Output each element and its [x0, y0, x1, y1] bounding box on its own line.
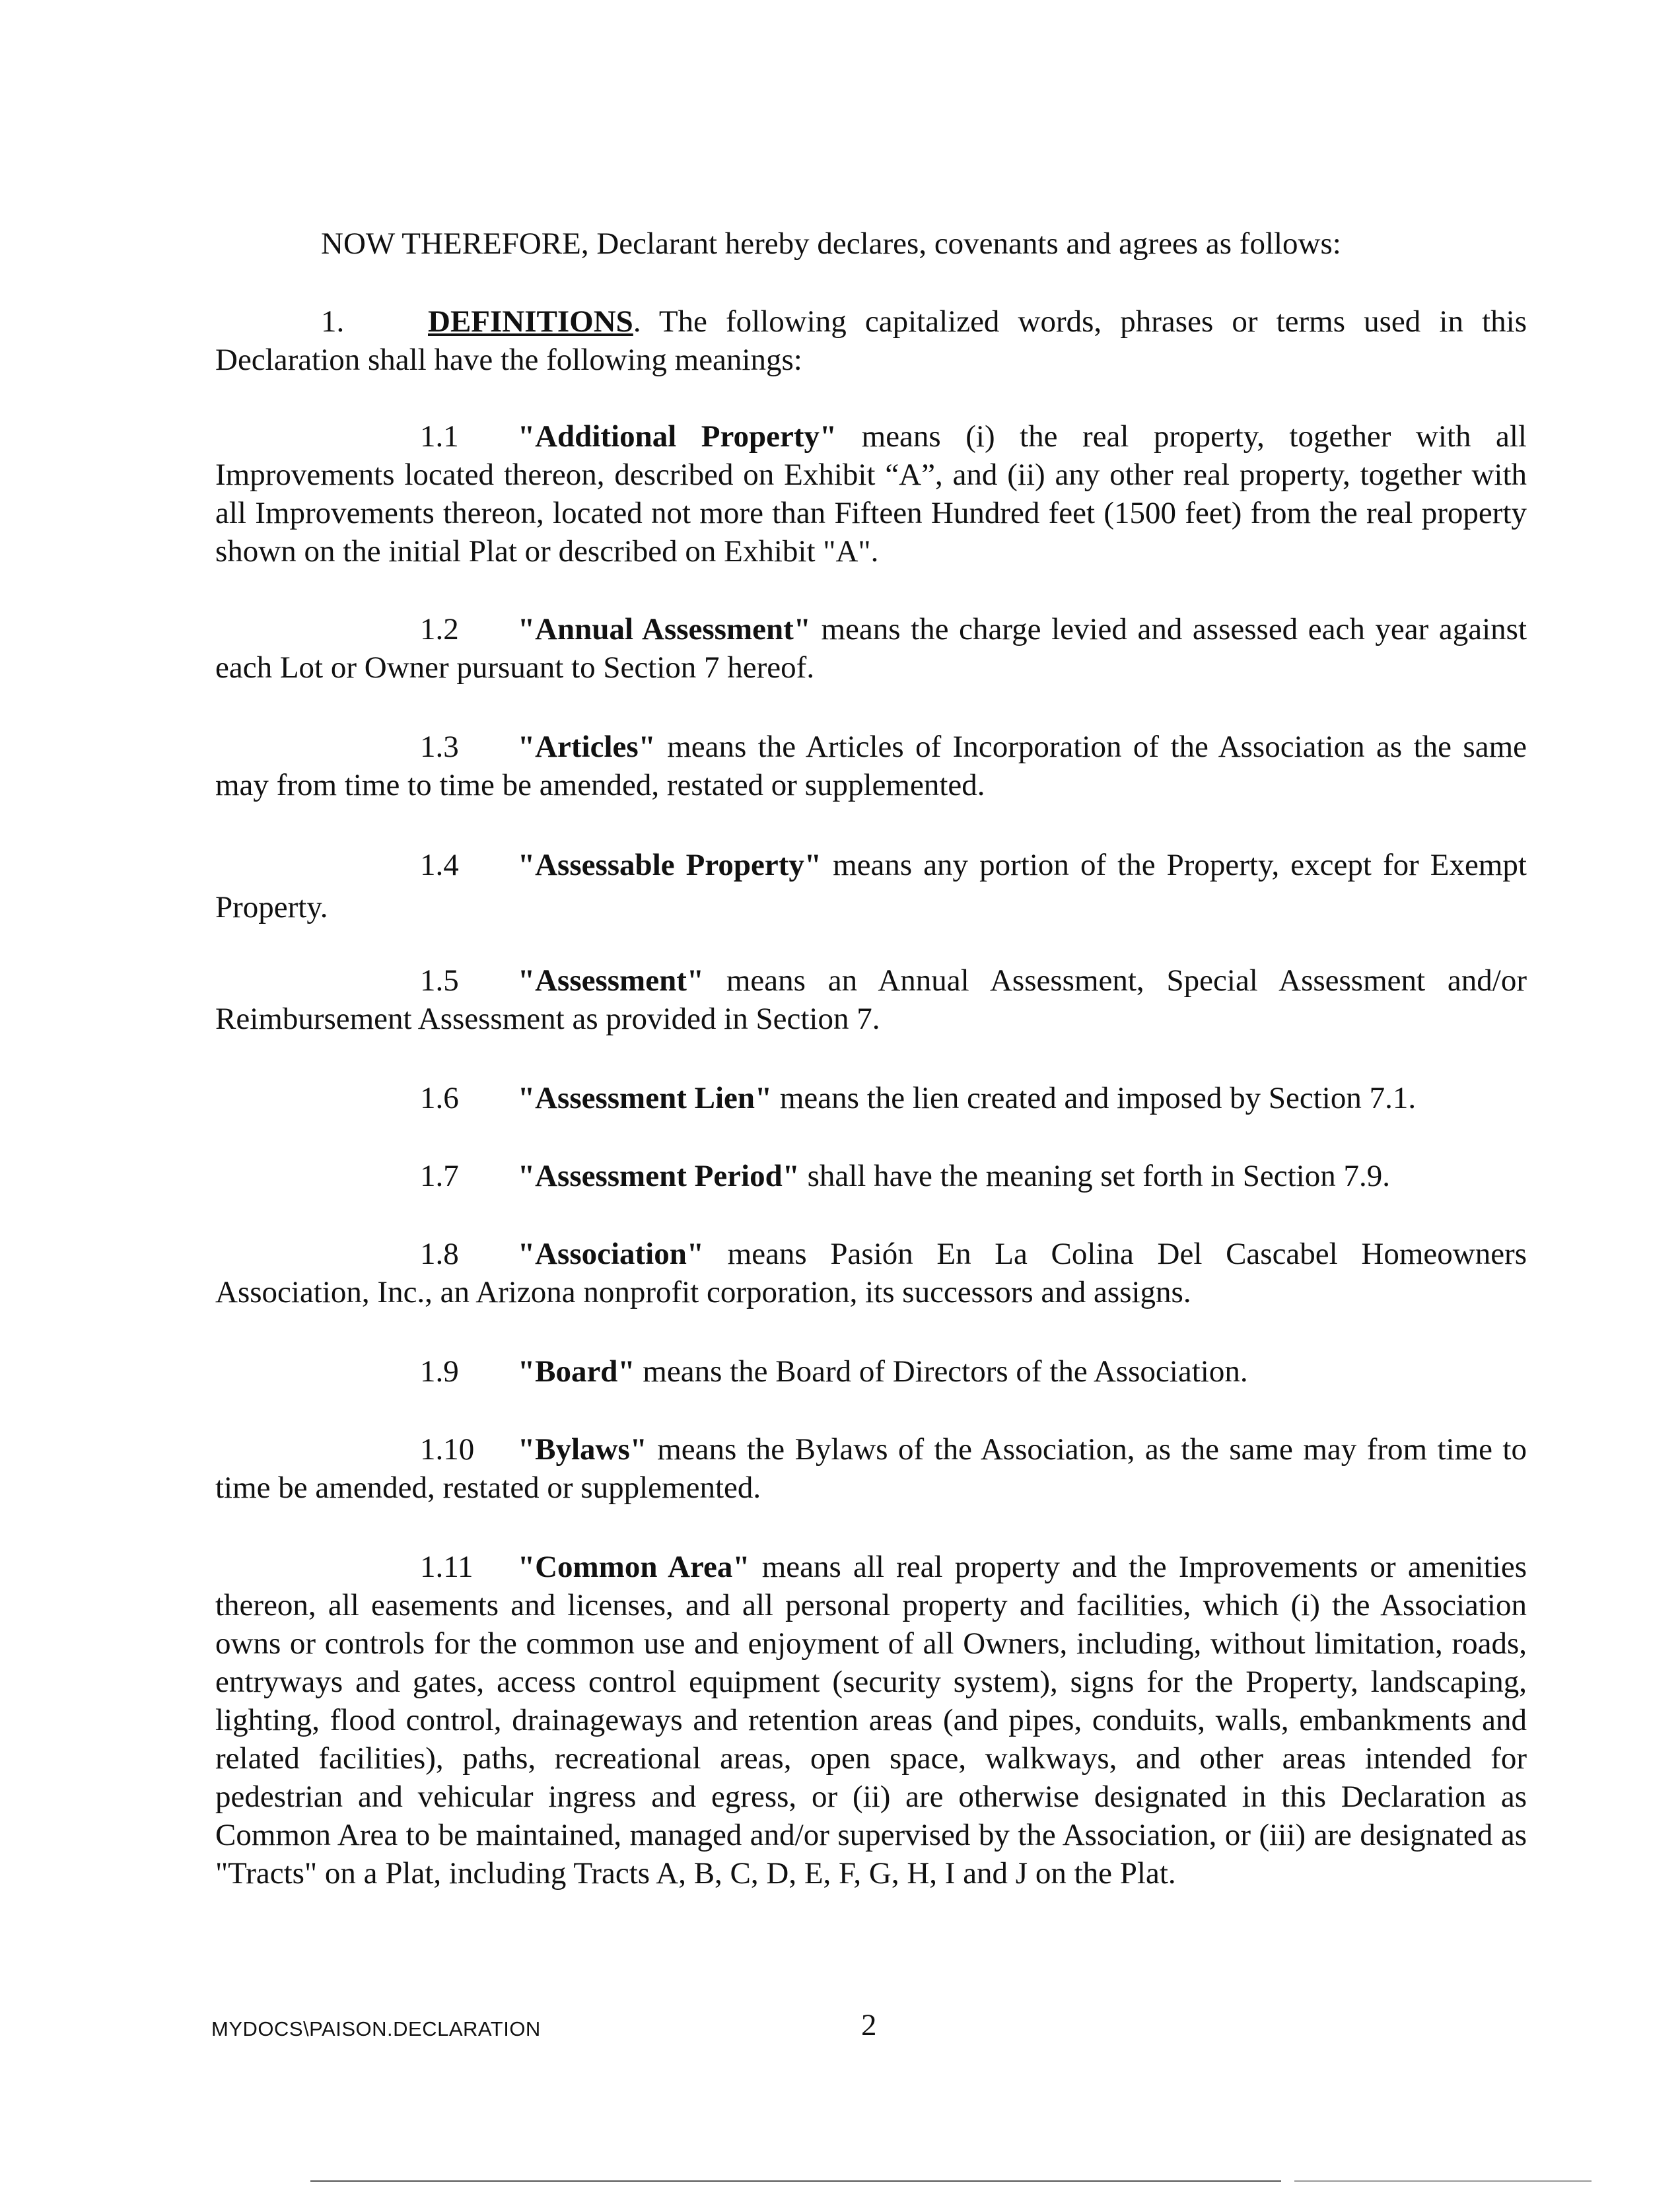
definition-term: "Board": [518, 1354, 635, 1389]
definition-number: 1.8: [420, 1237, 459, 1271]
page-number: 2: [861, 2008, 877, 2042]
definition-item: [215, 844, 1527, 928]
definition-term: "Annual Assessment": [518, 612, 811, 646]
definition-term: "Common Area": [518, 1550, 750, 1584]
section-number: 1.: [321, 304, 345, 339]
definition-text: means the Articles of Incorporation of the Association as the same may from time to time be amended, restated or supplemented.: [215, 730, 1527, 802]
definition-number: 1.10: [420, 1432, 475, 1467]
definition-term: "Association": [518, 1237, 704, 1271]
intro-text: NOW THEREFORE, Declarant hereby declares, covenants and agrees as follows:: [321, 226, 1341, 261]
definition-number: 1.3: [420, 730, 459, 764]
definition-item: [215, 1352, 1527, 1391]
definition-item: [215, 610, 1527, 687]
definition-item: [215, 1079, 1527, 1117]
definition-number: 1.11: [420, 1550, 473, 1584]
definition-text: means the Bylaws of the Association, as the same may from time to time be amended, restated or supplemented.: [215, 1432, 1527, 1505]
definition-text: means the lien created and imposed by Section 7.1.: [772, 1081, 1417, 1115]
definition-item: [215, 1430, 1527, 1507]
definition-item: [215, 728, 1527, 804]
scan-edge-line: [1294, 2180, 1592, 2182]
definition-item: [215, 1235, 1527, 1311]
definition-text: shall have the meaning set forth in Section 7.9.: [799, 1159, 1390, 1193]
intro-paragraph: [215, 225, 1527, 263]
definition-term: "Additional Property": [518, 419, 837, 454]
definition-item: [215, 1548, 1527, 1892]
scan-edge-line: [310, 2180, 1281, 2182]
definition-text: means the charge levied and assessed each year against each Lot or Owner pursuant to Section 7 hereof.: [215, 612, 1527, 685]
definition-term: "Assessment Lien": [518, 1081, 773, 1115]
definition-item: [215, 961, 1527, 1038]
definition-number: 1.4: [420, 848, 459, 882]
definition-text: means the Board of Directors of the Association.: [635, 1354, 1248, 1389]
definition-number: 1.5: [420, 963, 459, 998]
section-heading: DEFINITIONS: [428, 304, 633, 339]
definition-term: "Assessment": [518, 963, 704, 998]
definition-term: "Articles": [518, 730, 656, 764]
definition-number: 1.1: [420, 419, 459, 454]
definition-number: 1.6: [420, 1081, 459, 1115]
definition-term: "Assessable Property": [518, 848, 822, 882]
definition-text: means Pasión En La Colina Del Cascabel Homeowners Association, Inc., an Arizona nonprofit corporation, its successors and assigns.: [215, 1237, 1527, 1309]
definition-term: "Assessment Period": [518, 1159, 800, 1193]
definition-item: [215, 417, 1527, 571]
definition-number: 1.7: [420, 1159, 459, 1193]
footer-document-path: MYDOCS\PAISON.DECLARATION: [211, 2017, 541, 2040]
section-intro-text: . The following capitalized words, phrases or terms used in this Declaration shall have the following meanings:: [215, 304, 1527, 377]
definition-number: 1.9: [420, 1354, 459, 1389]
definition-term: "Bylaws": [518, 1432, 647, 1467]
definition-text: means (i) the real property, together with all Improvements located thereon, described on Exhibit “A”, and (ii) any other real property, together with all Improvements thereon, located not more than Fifteen Hundred feet (1500 feet) from the real property shown on the initial Plat or described on Exhibit "A".: [215, 419, 1527, 569]
definition-text: means an Annual Assessment, Special Assessment and/or Reimbursement Assessment as provided in Section 7.: [215, 963, 1527, 1036]
definition-item: [215, 1157, 1527, 1195]
definition-text: means all real property and the Improvements or amenities thereon, all easements and licenses, and all personal property and facilities, which (i) the Association owns or controls for the common use and enjoyment of all Owners, including, without limitation, roads, entryways and gates, access control equipment (security system), signs for the Property, landscaping, lighting, flood control, drainageways and retention areas (and pipes, conduits, walls, embankments and related facilities), paths, recreational areas, open space, walkways, and other areas intended for pedestrian and vehicular ingress and egress, or (ii) are otherwise designated in this Declaration as Common Area to be maintained, managed and/or supervised by the Association, or (iii) are designated as "Tracts" on a Plat, including Tracts A, B, C, D, E, F, G, H, I and J on the Plat.: [215, 1550, 1527, 1891]
definition-text: means any portion of the Property, except for Exempt Property.: [215, 848, 1527, 924]
section-definitions: [215, 302, 1527, 379]
definition-number: 1.2: [420, 612, 459, 646]
